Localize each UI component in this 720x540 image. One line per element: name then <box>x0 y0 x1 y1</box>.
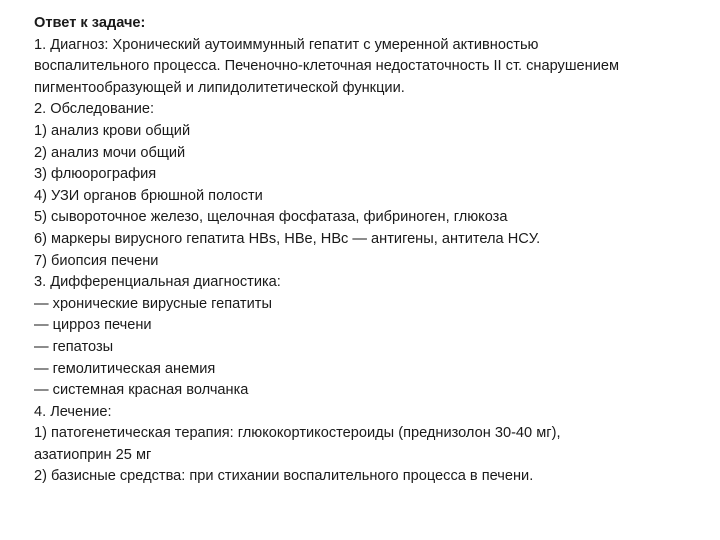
differential-item: — хронические вирусные гепатиты <box>34 295 272 312</box>
diagnosis-line-1: 1. Диагноз: Хронический аутоиммунный гепатит с умеренной активностью <box>34 36 539 53</box>
differential-heading: 3. Дифференциальная диагностика: <box>34 274 281 291</box>
differential-item: — гемолитическая анемия <box>34 360 216 377</box>
examination-item: 2) анализ мочи общий <box>34 144 186 161</box>
examination-item: 4) УЗИ органов брюшной полости <box>34 187 263 204</box>
examination-item: 7) биопсия печени <box>34 252 159 269</box>
answer-text-block <box>34 13 704 488</box>
treatment-item-line: 2) базисные средства: при стихании воспалительного процесса в печени. <box>34 468 534 485</box>
diagnosis-line-3: пигментообразующей и липидолитетической функции. <box>34 79 405 96</box>
examination-item: 1) анализ крови общий <box>34 122 191 139</box>
answer-title: Ответ к задаче: <box>34 15 146 31</box>
differential-item: — цирроз печени <box>34 317 152 334</box>
treatment-item-line: 1) патогенетическая терапия: глюкокортикостероиды (преднизолон 30-40 мг), <box>34 425 561 442</box>
examination-item: 5) сывороточное железо, щелочная фосфатаза, фибриноген, глюкоза <box>34 209 508 226</box>
treatment-item-line: азатиоприн 25 мг <box>34 446 152 463</box>
diagnosis-line-2: воспалительного процесса. Печеночно-клеточная недостаточность II ст. снарушением <box>34 58 620 75</box>
examination-item: 3) флюорография <box>34 166 157 183</box>
examination-heading: 2. Обследование: <box>34 101 155 118</box>
differential-item: — гепатозы <box>34 338 114 355</box>
examination-item: 6) маркеры вирусного гепатита HBs, HBe, HBc — антигены, антитела HCУ. <box>34 230 541 247</box>
treatment-heading: 4. Лечение: <box>34 403 112 420</box>
differential-item: — системная красная волчанка <box>34 382 249 399</box>
